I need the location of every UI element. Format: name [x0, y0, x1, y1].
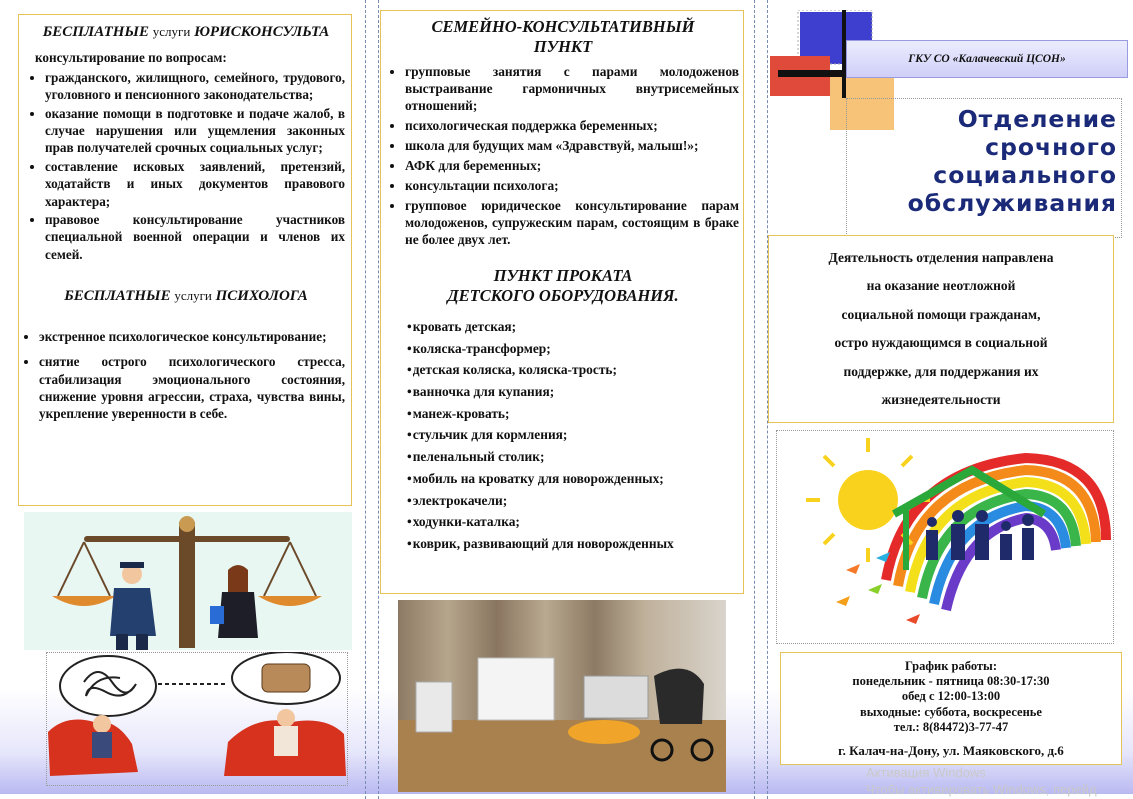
- tangled-thought-bubble: [60, 656, 156, 716]
- stroller: [654, 669, 704, 724]
- list-item: •манеж-кровать;: [407, 405, 510, 421]
- playpen: [584, 676, 648, 718]
- sun: [838, 470, 898, 530]
- fold-line-2: [754, 0, 755, 799]
- high-chair: [416, 682, 452, 732]
- list-item: •стульчик для кормления;: [407, 427, 568, 443]
- family-point-title: СЕМЕЙНО-КОНСУЛЬТАТИВНЫЙ ПУНКТ: [431, 17, 695, 56]
- list-item: •ходунки-каталка;: [407, 514, 520, 530]
- crib: [478, 658, 554, 720]
- lawyer-list: [27, 69, 345, 263]
- list-item: • снятие острого психологического стресса, стабилизация эмоционального состояния, снижение уровня агрессии, страха, чувства вины, укрепление уверенности в себе.: [39, 353, 345, 423]
- family-point-box: [380, 10, 744, 594]
- organization-label: ГКУ СО «Калачевский ЦСОН»: [846, 40, 1128, 78]
- list-item: • групповые занятия с парами молодоженов выстраивание гармоничных внутрисемейных отношений;: [405, 63, 739, 114]
- list-item: • экстренное психологическое консультирование;: [39, 328, 345, 345]
- psychologist-list: [27, 328, 345, 423]
- rental-equipment-photo: [398, 600, 726, 792]
- list-item: •ванночка для купания;: [407, 384, 555, 400]
- list-item: • оказание помощи в подготовке и подаче жалоб, в случае нарушения или ущемления законных прав получателей срочных социальных услуг;: [45, 105, 345, 157]
- schedule-weekend: выходные: суббота, воскресенье: [860, 704, 1042, 719]
- list-item: •кровать детская;: [407, 319, 517, 334]
- list-item: •мобиль на кроватку для новорожденных;: [407, 470, 664, 486]
- schedule-lunch: обед с 12:00-13:00: [901, 689, 1001, 704]
- list-item: • гражданского, жилищного, семейного, трудового, уголовного и пенсионного законодательства;: [45, 69, 345, 104]
- fold-line-1b: [378, 0, 379, 799]
- justice-scales-illustration: [24, 512, 352, 650]
- schedule-weekdays: понедельник - пятница 08:30-17:30: [852, 674, 1050, 689]
- family-point-list: [387, 63, 739, 248]
- list-item: • консультации психолога;: [405, 177, 739, 194]
- windows-activation-watermark: Активация Windows Чтобы активировать Windows, перейд: [866, 765, 1097, 797]
- schedule-address: г. Калач-на-Дону, ул. Маяковского, д.6: [838, 743, 1064, 759]
- lawyer-header: БЕСПЛАТНЫЕ услуги ЮРИСКОНСУЛЬТА: [42, 24, 330, 40]
- fold-line-1: [365, 0, 366, 799]
- list-item: •электрокачели;: [407, 492, 508, 508]
- department-title: Отделение срочного социального обслуживания: [846, 98, 1122, 238]
- psychologist-header: БЕСПЛАТНЫЕ услуги ПСИХОЛОГА: [64, 288, 308, 305]
- schedule-title: График работы:: [905, 659, 997, 673]
- list-item: • АФК для беременных;: [405, 157, 739, 174]
- list-item: • психологическая поддержка беременных;: [405, 117, 739, 134]
- family-rainbow-illustration: [776, 430, 1114, 644]
- lawyer-services-box: [18, 14, 352, 506]
- list-item: •детская коляска, коляска-трость;: [407, 362, 617, 378]
- list-item: •коврик, развивающий для новорожденных: [407, 535, 674, 551]
- list-item: • составление исковых заявлений, претензий, ходатайств и иных документов правового характера;: [45, 158, 345, 210]
- activity-description-box: Деятельность отделения направлена на оказание неотложной социальной помощи гражданам, остро нуждающимся в социальной поддержке, для поддержания их жизнедеятельности: [768, 235, 1114, 423]
- list-item: •пеленальный столик;: [407, 449, 545, 465]
- work-schedule-box: [780, 652, 1122, 765]
- schedule-phone: тел.: 8(84472)3-77-47: [893, 719, 1009, 734]
- list-item: • групповое юридическое консультирование парам молодоженов, супружеским парам, состоящим в браке не более двух лет.: [405, 197, 739, 248]
- scale-beam: [84, 536, 290, 542]
- rental-items-list: [387, 318, 739, 552]
- lawyer-intro: консультирование по вопросам:: [35, 50, 227, 66]
- list-item: •коляска-трансформер;: [407, 340, 551, 356]
- psychology-session-illustration: [46, 652, 348, 786]
- rental-point-title: ПУНКТ ПРОКАТА ДЕТСКОГО ОБОРУДОВАНИЯ.: [447, 266, 679, 305]
- play-mat: [568, 720, 640, 744]
- list-item: • правовое консультирование участников специальной военной операции и членов их семей.: [45, 211, 345, 263]
- list-item: • школа для будущих мам «Здравствуй, малыш!»;: [405, 137, 739, 154]
